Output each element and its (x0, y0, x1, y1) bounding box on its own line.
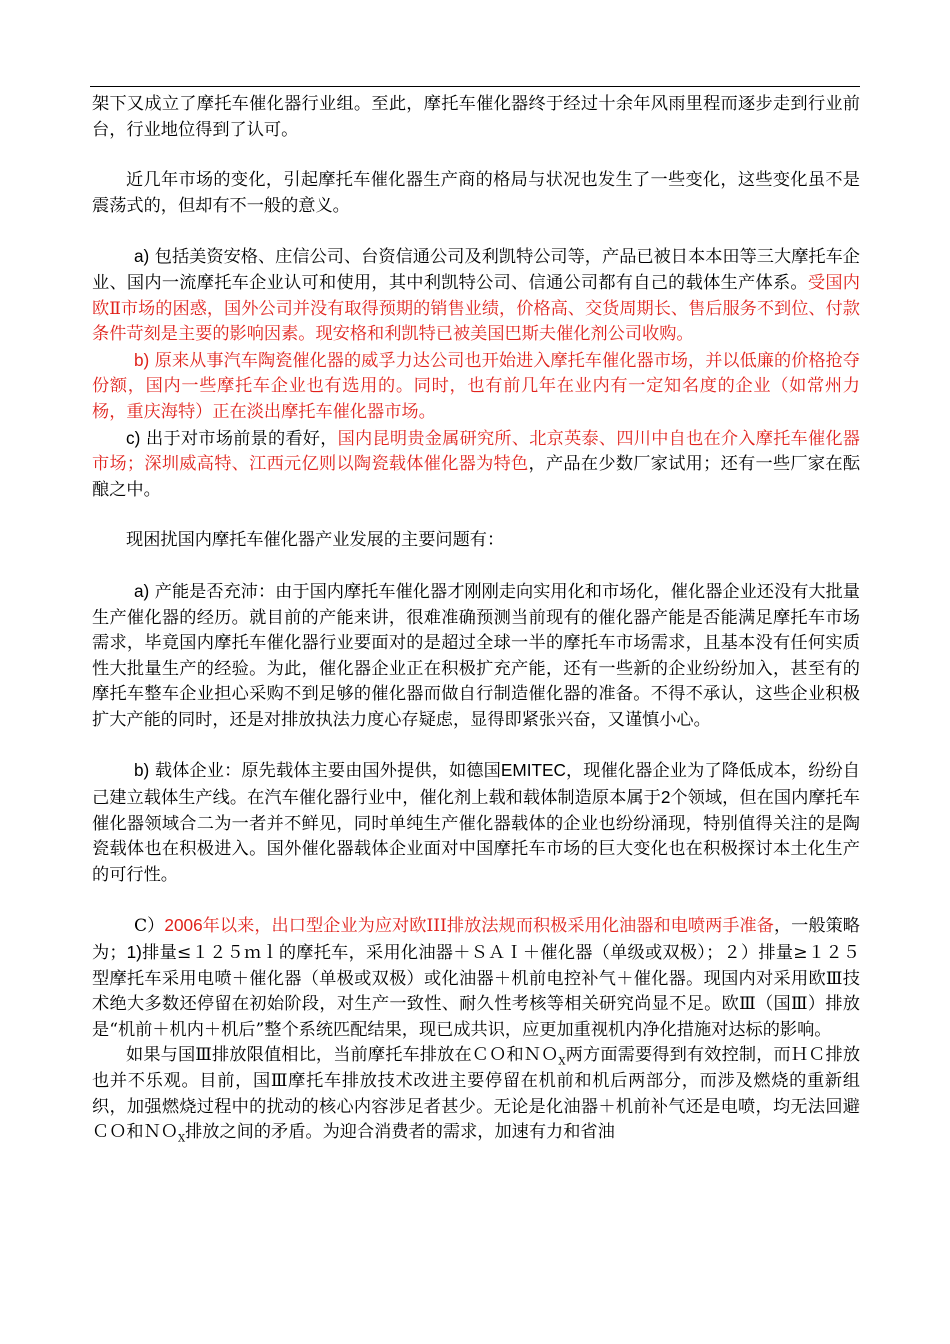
final-text-1: 如果与国Ⅲ排放限值相比，当前摩托车排放在ＣＯ和ＮＯ (126, 1045, 559, 1066)
issue-b-label: b) (134, 760, 150, 781)
header-rule (90, 86, 860, 87)
document-body (92, 92, 860, 1146)
issue-a-text: 产能是否充沛：由于国内摩托车催化器才刚刚走向实用化和市场化，催化器企业还没有大批量生产催化器的经历。就目前的产能来讲，很难准确预测当前现有的催化器产能是否能满足摩托车市场需求，毕竟国内摩托车催化器行业要面对的是超过全球一半的摩托车市场需求，且基本没有任何实质性大批量生产的经验。为此，催化器企业正在积极扩充产能，还有一些新的企业纷纷加入，甚至有的摩托车整车企业担心采购不到足够的催化器而做自行制造催化器的准备。不得不承认，这些企业积极扩大产能的同时，还是对排放执法力度心存疑虑，显得即紧张兴奋，又谨慎小心。 (92, 581, 860, 730)
item-a-highlight: 受国内欧Ⅱ市场的困惑，国外公司并没有取得预期的销售业绩，价格高、交货周期长、售后服务不到位、付款条件苛刻是主要的影响因素。现安格和利凯特已被美国巴斯夫催化剂公司收购。 (92, 272, 860, 345)
issue-c-text-1: ，一般策略为； (92, 916, 860, 964)
paragraph-issue-a (92, 579, 860, 734)
item-c-text-2: ，产品在少数厂家试用；还有一些厂家在酝酿之中。 (92, 454, 860, 500)
item-a-text: 包括美资安格、庄信公司、台资信通公司及利凯特公司等，产品已被日本本田等三大摩托车企业、国内一流摩托车企业认可和使用，其中利凯特公司、信通公司都有自己的载体生产体系。 (92, 247, 860, 293)
final-sub-1: X (558, 1056, 566, 1068)
paragraph-issue-c (92, 913, 860, 1043)
issue-b-emitec: EMITEC (500, 760, 566, 781)
paragraph-item-c (92, 426, 860, 504)
issue-b-text-1: 载体企业：原先载体主要由国外提供，如德国 (149, 761, 501, 782)
issue-c-highlight: 年以来，出口型企业为应对欧III排放法规而积极采用化油器和电喷两手准备 (202, 916, 774, 937)
paragraph-market-change: 近几年市场的变化，引起摩托车催化器生产商的格局与状况也发生了一些变化，这些变化虽不是震荡式的，但却有不一般的意义。 (92, 170, 860, 216)
issue-c-text-2: 排量≤１２５ｍｌ的摩托车，采用化油器＋ＳＡＩ＋催化器（单级或双极）；２）排量≥１２５型摩托车采用电喷＋催化器（单极或双极）或化油器＋机前电控补气＋催化器。现国内对采用欧Ⅲ技术绝大多数还停留在初始阶段，对生产一致性、耐久性考核等相关研究尚显不足。欧Ⅲ（国Ⅲ）排放是“机前＋机内＋机后”整个系统匹配结果，现已成共识，应更加重视机内净化措施对达标的影响。 (92, 943, 860, 1040)
paragraph-item-a (92, 244, 860, 347)
paragraph-issue-b (92, 758, 860, 888)
item-a-label: a) (134, 246, 150, 267)
paragraph-intro: 架下又成立了摩托车催化器行业组。至此，摩托车催化器终于经过十余年风雨里程而逐步走到行业前台，行业地位得到了认可。 (92, 94, 860, 140)
issue-b-text-2: ，现催化器企业为了降低成本，纷纷自己建立载体生产线。在汽车催化器行业中，催化剂上载和载体制造原本属于 (92, 761, 860, 809)
issue-b-num: 2 (660, 787, 671, 808)
item-c-text-1: 出于对市场前景的看好， (140, 428, 338, 449)
final-text-2: 两方面需要得到有效控制，而ＨＣ排放也并不乐观。目前，国Ⅲ摩托车排放技术改进主要停留在机前和机后两部分，而涉及燃烧的重新组织，加强燃烧过程中的扰动的核心内容涉足者甚少。无论是化油器＋机前补气还是电喷，均无法回避ＣＯ和ＮＯ (92, 1045, 861, 1143)
final-text-3: 排放之间的矛盾。为迎合消费者的需求，加速有力和省油 (185, 1122, 615, 1143)
issue-c-label: C） (134, 916, 165, 937)
item-b-label: b) (134, 349, 150, 370)
paragraph-item-b (92, 348, 860, 426)
item-c-highlight: 国内昆明贵金属研究所、北京英泰、四川中自也在介入摩托车催化器市场；深圳威高特、江西元亿则以陶瓷载体催化器为特色 (92, 428, 860, 475)
item-b-highlight: 原来从事汽车陶瓷催化器的威孚力达公司也开始进入摩托车催化器市场，并以低廉的价格抢夺份额，国内一些摩托车企业也有选用的。同时，也有前几年在业内有一定知名度的企业（如常州力杨，重庆海特）正在淡出摩托车催化器市场。 (92, 350, 860, 422)
item-c-label: c) (126, 427, 141, 448)
paragraph-issues-heading: 现困扰国内摩托车催化器产业发展的主要问题有： (126, 530, 505, 551)
issue-c-year: 2006 (164, 915, 203, 936)
final-sub-2: X (177, 1133, 186, 1145)
issue-c-one: 1) (126, 942, 142, 963)
issue-a-label: a) (134, 580, 150, 601)
issue-b-text-3: 个领域，但在国内摩托车催化器领域合二为一者并不鲜见，同时单纯生产催化器载体的企业也纷纷涌现，特别值得关注的是陶瓷载体也在积极进入。国外催化器载体企业面对中国摩托车市场的巨大变化也在积极探讨本土化生产的可行性。 (92, 788, 860, 885)
paragraph-final (92, 1043, 860, 1145)
